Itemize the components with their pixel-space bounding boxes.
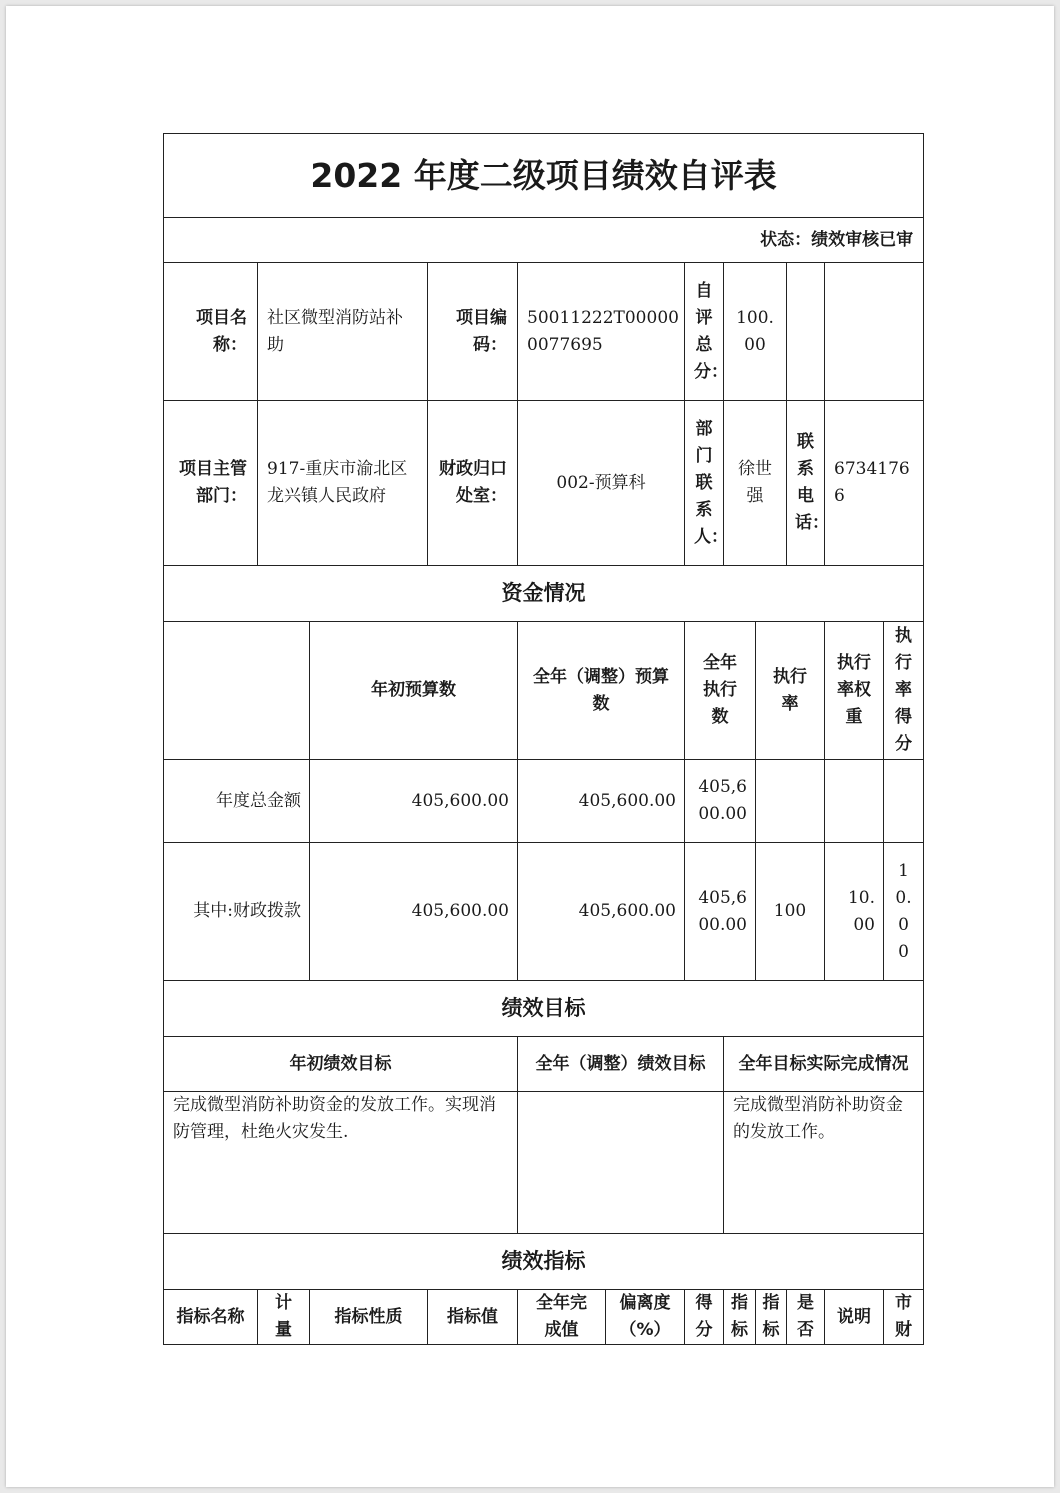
goals-header-initial: 年初绩效目标 bbox=[164, 1037, 518, 1092]
dept-label: 项目主管部门： bbox=[164, 401, 258, 566]
indicators-header-score: 得分 bbox=[685, 1290, 724, 1345]
funds-row-name: 年度总金额 bbox=[164, 760, 310, 843]
project-name-value: 社区微型消防站补助 bbox=[258, 263, 428, 401]
funds-row-executed: 405,600.00 bbox=[685, 760, 756, 843]
project-code-value: 50011222T000000077695 bbox=[518, 263, 685, 401]
self-score-value: 100.00 bbox=[724, 263, 787, 401]
indicators-header-yesno: 是否 bbox=[787, 1290, 825, 1345]
indicators-header-nature: 指标性质 bbox=[310, 1290, 428, 1345]
section-title-goals: 绩效目标 bbox=[164, 981, 924, 1037]
dept-value: 917-重庆市渝北区龙兴镇人民政府 bbox=[258, 401, 428, 566]
empty-cell bbox=[787, 263, 825, 401]
funds-row-rate bbox=[756, 760, 825, 843]
funds-row-rate: 100 bbox=[756, 843, 825, 981]
indicators-header-city-finance: 市财 bbox=[884, 1290, 924, 1345]
funds-row-executed: 405,600.00 bbox=[685, 843, 756, 981]
status-text: 状态：绩效审核已审 bbox=[164, 218, 924, 263]
funds-row-adjusted: 405,600.00 bbox=[518, 843, 685, 981]
goals-initial-text: 完成微型消防补助资金的发放工作。实现消防管理，杜绝火灾发生. bbox=[164, 1092, 518, 1234]
funds-header-rate: 执行率 bbox=[756, 622, 825, 760]
phone-value: 67341766 bbox=[825, 401, 924, 566]
document-page bbox=[6, 6, 1054, 1487]
section-title-funds: 资金情况 bbox=[164, 566, 924, 622]
goals-actual-text: 完成微型消防补助资金的发放工作。 bbox=[724, 1092, 924, 1234]
contact-value: 徐世强 bbox=[724, 401, 787, 566]
funds-row-name: 其中:财政拨款 bbox=[164, 843, 310, 981]
funds-row-initial: 405,600.00 bbox=[310, 843, 518, 981]
page-title: 2022 年度二级项目绩效自评表 bbox=[164, 134, 924, 218]
goals-header-actual: 全年目标实际完成情况 bbox=[724, 1037, 924, 1092]
office-value: 002-预算科 bbox=[518, 401, 685, 566]
funds-header-empty bbox=[164, 622, 310, 760]
funds-row-score bbox=[884, 760, 924, 843]
funds-header-adjusted: 全年（调整）预算数 bbox=[518, 622, 685, 760]
indicators-header-completed: 全年完成值 bbox=[518, 1290, 606, 1345]
indicators-header-name: 指标名称 bbox=[164, 1290, 258, 1345]
funds-header-initial: 年初预算数 bbox=[310, 622, 518, 760]
goals-adjusted-text bbox=[518, 1092, 724, 1234]
phone-label: 联系电话： bbox=[787, 401, 825, 566]
goals-header-adjusted: 全年（调整）绩效目标 bbox=[518, 1037, 724, 1092]
evaluation-table bbox=[163, 133, 924, 1345]
funds-row-adjusted: 405,600.00 bbox=[518, 760, 685, 843]
empty-cell bbox=[825, 263, 924, 401]
indicators-header-deviation: 偏离度（%） bbox=[606, 1290, 685, 1345]
funds-header-weight: 执行率权重 bbox=[825, 622, 884, 760]
funds-header-executed: 全年执行数 bbox=[685, 622, 756, 760]
project-code-label: 项目编码： bbox=[428, 263, 518, 401]
indicators-header-note: 说明 bbox=[825, 1290, 884, 1345]
office-label: 财政归口处室： bbox=[428, 401, 518, 566]
section-title-indicators: 绩效指标 bbox=[164, 1234, 924, 1290]
indicators-header-unit: 计量 bbox=[258, 1290, 310, 1345]
funds-row-score: 10.00 bbox=[884, 843, 924, 981]
funds-row-initial: 405,600.00 bbox=[310, 760, 518, 843]
indicators-header-indicator: 指标 bbox=[724, 1290, 756, 1345]
self-score-label: 自评总分： bbox=[685, 263, 724, 401]
contact-label: 部门联系人： bbox=[685, 401, 724, 566]
indicators-header-indicator: 指标 bbox=[756, 1290, 787, 1345]
funds-header-score: 执行率得分 bbox=[884, 622, 924, 760]
funds-row-weight bbox=[825, 760, 884, 843]
project-name-label: 项目名称： bbox=[164, 263, 258, 401]
indicators-header-value: 指标值 bbox=[428, 1290, 518, 1345]
funds-row-weight: 10.00 bbox=[825, 843, 884, 981]
